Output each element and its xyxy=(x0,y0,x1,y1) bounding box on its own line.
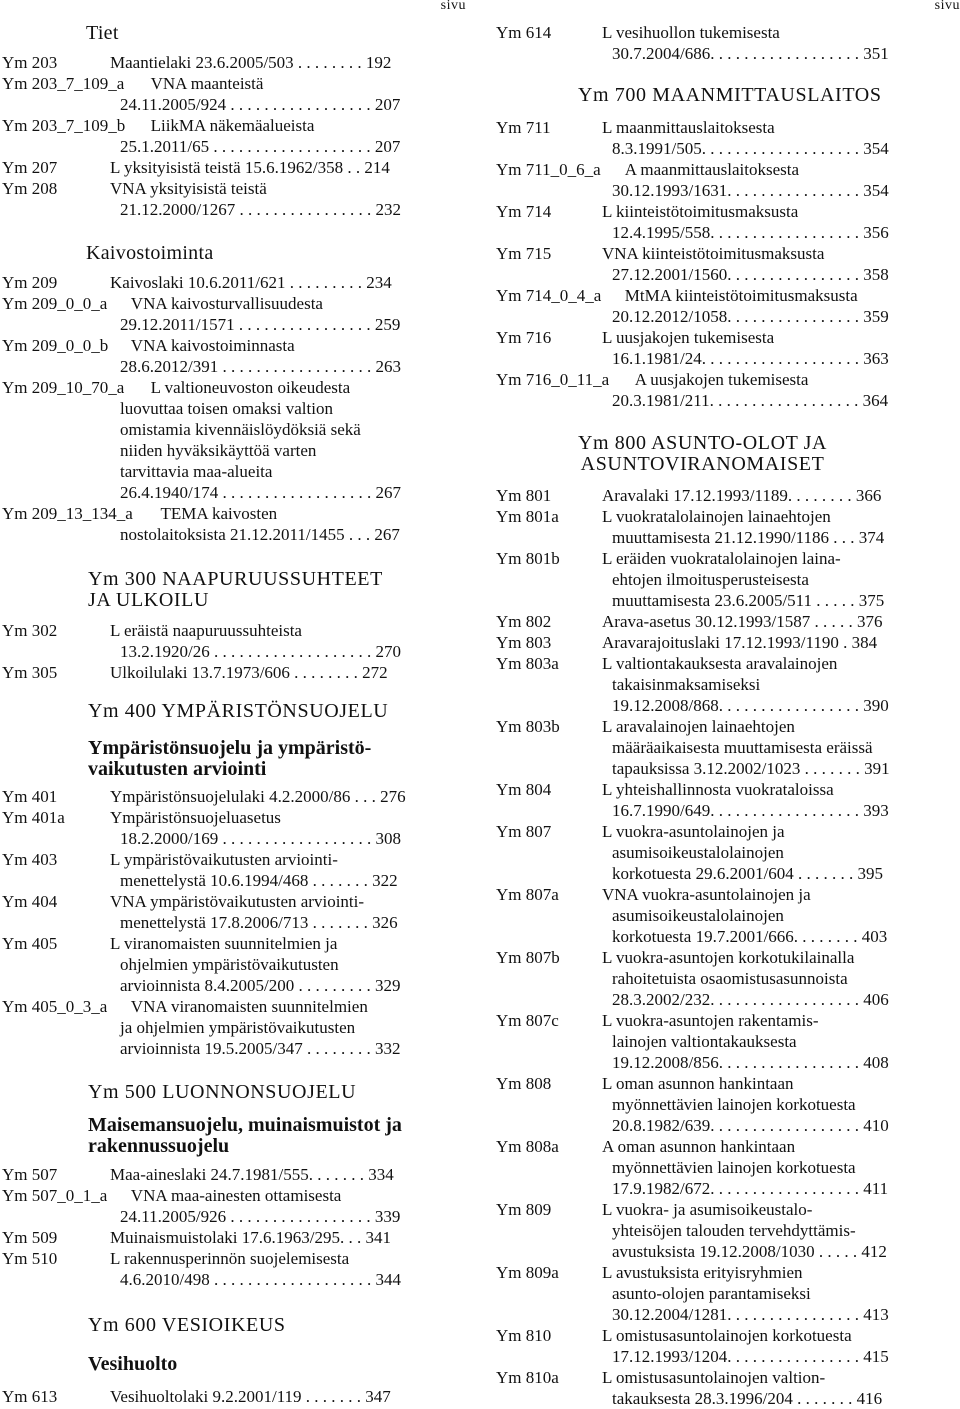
entry-text-line: L oman asunnon hankintaan xyxy=(602,1074,794,1093)
entry-text-line: 16.1.1981/24. . . . . . . . . . . . . . . . . . . 363 xyxy=(612,349,889,368)
entry-text-line: 26.4.1940/174 . . . . . . . . . . . . . . . . . . 267 xyxy=(120,483,401,502)
entry-code: Ym 401a xyxy=(2,808,65,827)
entry-text-line: VNA kaivostoiminnasta xyxy=(130,336,295,355)
entry-text-line: asunto-olojen parantamiseksi xyxy=(612,1284,811,1303)
entry-text-line: 24.11.2005/924 . . . . . . . . . . . . . . . . . 207 xyxy=(120,95,401,114)
entry-text-line: L eräiden vuokratalolainojen laina- xyxy=(602,549,841,568)
section-heading-700: Ym 700 MAANMITTAUSLAITOS xyxy=(578,84,882,106)
entry-code: Ym 807b xyxy=(496,948,560,967)
entry-text-line: VNA yksityisistä teistä xyxy=(110,179,267,198)
entry-code: Ym 810 xyxy=(496,1326,552,1345)
entry-text-line: VNA maa-ainesten ottamisesta xyxy=(130,1186,342,1205)
entry-code: Ym 209_13_134_a xyxy=(2,504,133,523)
entry-text-line: VNA ympäristövaikutusten arviointi- xyxy=(110,892,365,911)
entry-code: Ym 801b xyxy=(496,549,560,568)
entry-text-line: 17.9.1982/672. . . . . . . . . . . . . . . . . . 411 xyxy=(612,1179,889,1198)
entry-code: Ym 803b xyxy=(496,717,560,736)
entry-code: Ym 209_10_70_a xyxy=(2,378,125,397)
entry-text-line: L ympäristövaikutusten arviointi- xyxy=(110,850,338,869)
entry-code: Ym 305 xyxy=(2,663,58,682)
entry-text-line: menettelystä 10.6.1994/468 . . . . . . . 322 xyxy=(120,871,398,890)
section-heading-800 xyxy=(578,433,827,475)
heading-line: rakennussuojelu xyxy=(88,1135,230,1157)
entry-text-line: 28.3.2002/232. . . . . . . . . . . . . . . . . . 406 xyxy=(612,990,889,1009)
entry-code: Ym 203 xyxy=(2,53,58,72)
entry-text-line: niiden hyväksikäyttöä varten xyxy=(120,441,317,460)
entry-text-line: VNA viranomaisten suunnitelmien xyxy=(130,997,368,1016)
heading-line: Ym 800 ASUNTO-OLOT JA xyxy=(578,432,828,454)
entry-text-line: L rakennusperinnön suojelemisesta xyxy=(110,1249,350,1268)
entry-code: Ym 715 xyxy=(496,244,552,263)
entry-text-line: L vuokra-asuntojen korkotukilainalla xyxy=(602,948,855,967)
entry-code: Ym 405_0_3_a xyxy=(2,997,108,1016)
entry-text-line: L vuokra- ja asumisoikeustalo- xyxy=(602,1200,813,1219)
entry-code: Ym 804 xyxy=(496,780,552,799)
entry-text-line: L yhteishallinnosta vuokrataloissa xyxy=(602,780,834,799)
entry-text-line: 12.4.1995/558. . . . . . . . . . . . . . . . . . 356 xyxy=(612,223,889,242)
entry-code: Ym 802 xyxy=(496,612,552,631)
heading-line: Maisemansuojelu, muinaismuistot ja xyxy=(88,1114,402,1136)
entry-code: Ym 613 xyxy=(2,1387,58,1406)
entry-code: Ym 403 xyxy=(2,850,58,869)
entry-text-line: 30.12.2004/1281. . . . . . . . . . . . . . . . 413 xyxy=(612,1305,889,1324)
subsection-heading-maisemansuojelu xyxy=(88,1115,402,1157)
entry-text-line: arvioinnista 8.4.2005/200 . . . . . . . . . 329 xyxy=(120,976,401,995)
entry-text-line: Maantielaki 23.6.2005/503 . . . . . . . . 192 xyxy=(110,53,392,72)
entry-text-line: 24.11.2005/926 . . . . . . . . . . . . . . . . . 339 xyxy=(120,1207,401,1226)
entry-text-line: yhteisöjen talouden tervehdyttämis- xyxy=(612,1221,856,1240)
entry-text-line: myönnettävien lainojen korkotuesta xyxy=(612,1095,856,1114)
entry-text-line: L uusjakojen tukemisesta xyxy=(602,328,775,347)
entry-text-line: 19.12.2008/856. . . . . . . . . . . . . . . . . 408 xyxy=(612,1053,889,1072)
entry-text-line: Ulkoilulaki 13.7.1973/606 . . . . . . . . 272 xyxy=(110,663,388,682)
entry-code: Ym 507 xyxy=(2,1165,58,1184)
entry-code: Ym 405 xyxy=(2,934,58,953)
page-column-header: sivu xyxy=(934,0,960,13)
entry-code: Ym 803 xyxy=(496,633,552,652)
entry-code: Ym 714_0_4_a xyxy=(496,286,602,305)
entry-text-line: L omistusasuntolainojen korkotuesta xyxy=(602,1326,852,1345)
entry-text-line: Arava-asetus 30.12.1993/1587 . . . . . 376 xyxy=(602,612,883,631)
entry-code: Ym 507_0_1_a xyxy=(2,1186,108,1205)
entry-text-line: L yksityisistä teistä 15.6.1962/358 . . 214 xyxy=(110,158,390,177)
entry-text-line: 29.12.2011/1571 . . . . . . . . . . . . . . . . 259 xyxy=(120,315,401,334)
entry-text-line: luovuttaa toisen omaksi valtion xyxy=(120,399,333,418)
entry-text-line: ja ohjelmien ympäristövaikutusten xyxy=(120,1018,356,1037)
entry-text-line: LiikMA näkemäalueista xyxy=(150,116,315,135)
entry-text-line: 17.12.1993/1204. . . . . . . . . . . . . . . . 415 xyxy=(612,1347,889,1366)
entry-text-line: L aravalainojen lainaehtojen xyxy=(602,717,795,736)
heading-line: JA ULKOILU xyxy=(88,589,209,611)
entry-text-line: A uusjakojen tukemisesta xyxy=(634,370,809,389)
entry-text-line: menettelystä 17.8.2006/713 . . . . . . . 326 xyxy=(120,913,398,932)
entry-code: Ym 302 xyxy=(2,621,58,640)
entry-text-line: L avustuksista erityisryhmien xyxy=(602,1263,803,1282)
entry-text-line: 4.6.2010/498 . . . . . . . . . . . . . . . . . . . 344 xyxy=(120,1270,401,1289)
subsection-heading-ymparistonsuojelu xyxy=(88,738,371,780)
page-column-header: sivu xyxy=(440,0,466,13)
entry-text-line: takaisinmaksamiseksi xyxy=(612,675,761,694)
entry-text-line: takauksesta 28.3.1996/204 . . . . . . . 416 xyxy=(612,1389,883,1408)
entry-code: Ym 810a xyxy=(496,1368,559,1387)
entry-text-line: muuttamisesta 21.12.1990/1186 . . . 374 xyxy=(612,528,885,547)
entry-text-line: 27.12.2001/1560. . . . . . . . . . . . . . . . 358 xyxy=(612,265,889,284)
heading-line: Ympäristönsuojelu ja ympäristö- xyxy=(88,737,372,759)
entry-text-line: 16.7.1990/649. . . . . . . . . . . . . . . . . . 393 xyxy=(612,801,889,820)
entry-text-line: asumisoikeustalolainojen xyxy=(612,906,784,925)
entry-text-line: L vuokratalolainojen lainaehtojen xyxy=(602,507,831,526)
entry-text-line: 30.7.2004/686. . . . . . . . . . . . . . . . . . 351 xyxy=(612,44,889,63)
entry-text-line: L vuokra-asuntojen rakentamis- xyxy=(602,1011,819,1030)
entry-text-line: 20.8.1982/639. . . . . . . . . . . . . . . . . . 410 xyxy=(612,1116,889,1135)
section-heading-tiet: Tiet xyxy=(86,22,119,44)
entry-code: Ym 807a xyxy=(496,885,559,904)
entry-text-line: korkotuesta 29.6.2001/604 . . . . . . . 395 xyxy=(612,864,884,883)
entry-text-line: 30.12.1993/1631. . . . . . . . . . . . . . . . 354 xyxy=(612,181,889,200)
entry-text-line: L valtioneuvoston oikeudesta xyxy=(150,378,351,397)
entry-code: Ym 208 xyxy=(2,179,58,198)
entry-text-line: nostolaitoksista 21.12.2011/1455 . . . 267 xyxy=(120,525,400,544)
entry-code: Ym 807c xyxy=(496,1011,559,1030)
entry-code: Ym 510 xyxy=(2,1249,58,1268)
entry-text-line: MtMA kiinteistötoimitusmaksusta xyxy=(624,286,858,305)
entry-text-line: L kiinteistötoimitusmaksusta xyxy=(602,202,799,221)
entry-text-line: Aravalaki 17.12.1993/1189. . . . . . . . 366 xyxy=(602,486,882,505)
entry-code: Ym 803a xyxy=(496,654,559,673)
entry-text-line: TEMA kaivosten xyxy=(160,504,278,523)
entry-text-line: Kaivoslaki 10.6.2011/621 . . . . . . . . . 234 xyxy=(110,273,392,292)
entry-text-line: VNA kiinteistötoimitusmaksusta xyxy=(602,244,825,263)
entry-text-line: 13.2.1920/26 . . . . . . . . . . . . . . . . . . . 270 xyxy=(120,642,401,661)
entry-code: Ym 711 xyxy=(496,118,551,137)
entry-code: Ym 714 xyxy=(496,202,552,221)
entry-code: Ym 209 xyxy=(2,273,58,292)
entry-text-line: Aravarajoituslaki 17.12.1993/1190 . 384 xyxy=(602,633,878,652)
entry-text-line: 20.12.2012/1058. . . . . . . . . . . . . . . . 359 xyxy=(612,307,889,326)
entry-text-line: ohjelmien ympäristövaikutusten xyxy=(120,955,339,974)
entry-code: Ym 509 xyxy=(2,1228,58,1247)
entry-code: Ym 404 xyxy=(2,892,58,911)
entry-text-line: avustuksista 19.12.2008/1030 . . . . . 412 xyxy=(612,1242,887,1261)
section-heading-kaivostoiminta: Kaivostoiminta xyxy=(86,242,214,264)
entry-text-line: 21.12.2000/1267 . . . . . . . . . . . . . . . . 232 xyxy=(120,200,401,219)
entry-text-line: asumisoikeustalolainojen xyxy=(612,843,784,862)
entry-text-line: L maanmittauslaitoksesta xyxy=(602,118,775,137)
entry-text-line: L viranomaisten suunnitelmien ja xyxy=(110,934,338,953)
entry-text-line: tapauksissa 3.12.2002/1023 . . . . . . . 391 xyxy=(612,759,890,778)
entry-code: Ym 807 xyxy=(496,822,552,841)
entry-text-line: VNA kaivosturvallisuudesta xyxy=(130,294,323,313)
entry-code: Ym 801 xyxy=(496,486,552,505)
entry-text-line: L eräistä naapuruussuhteista xyxy=(110,621,302,640)
entry-text-line: L vesihuollon tukemisesta xyxy=(602,23,780,42)
section-heading-400: Ym 400 YMPÄRISTÖNSUOJELU xyxy=(88,700,389,722)
subsection-heading-vesihuolto: Vesihuolto xyxy=(88,1353,178,1375)
entry-text-line: määräaikaisesta muuttamisesta eräissä xyxy=(612,738,873,757)
entry-text-line: myönnettävien lainojen korkotuesta xyxy=(612,1158,856,1177)
entry-text-line: VNA maanteistä xyxy=(150,74,264,93)
entry-code: Ym 809a xyxy=(496,1263,559,1282)
entry-text-line: 20.3.1981/211. . . . . . . . . . . . . . . . . . 364 xyxy=(612,391,889,410)
entry-text-line: tarvittavia maa-alueita xyxy=(120,462,273,481)
section-heading-500: Ym 500 LUONNONSUOJELU xyxy=(88,1081,357,1103)
entry-code: Ym 716_0_11_a xyxy=(496,370,610,389)
entry-text-line: 28.6.2012/391 . . . . . . . . . . . . . . . . . . 263 xyxy=(120,357,401,376)
entry-text-line: 19.12.2008/868. . . . . . . . . . . . . . . . . 390 xyxy=(612,696,889,715)
entry-text-line: A maanmittauslaitoksesta xyxy=(624,160,800,179)
entry-text-line: rahoitetuista osaomistusasunnoista xyxy=(612,969,848,988)
entry-text-line: Vesihuoltolaki 9.2.2001/119 . . . . . . . 347 xyxy=(110,1387,391,1406)
entry-text-line: omistamia kivennäislöydöksiä sekä xyxy=(120,420,361,439)
heading-line: ASUNTOVIRANOMAISET xyxy=(580,453,825,475)
entry-text-line: arvioinnista 19.5.2005/347 . . . . . . . . 332 xyxy=(120,1039,401,1058)
entry-code: Ym 808 xyxy=(496,1074,552,1093)
heading-line: vaikutusten arviointi xyxy=(88,758,267,780)
entry-text-line: Ympäristönsuojeluasetus xyxy=(110,808,281,827)
entry-text-line: muuttamisesta 23.6.2005/511 . . . . . 375 xyxy=(612,591,885,610)
entry-code: Ym 209_0_0_a xyxy=(2,294,108,313)
entry-code: Ym 808a xyxy=(496,1137,559,1156)
entry-code: Ym 809 xyxy=(496,1200,552,1219)
entry-text-line: L vuokra-asuntolainojen ja xyxy=(602,822,785,841)
entry-text-line: 8.3.1991/505. . . . . . . . . . . . . . . . . . . 354 xyxy=(612,139,889,158)
section-heading-300 xyxy=(88,569,383,611)
entry-text-line: ehtojen ilmoitusperusteisesta xyxy=(612,570,809,589)
entry-text-line: L omistusasuntolainojen valtion- xyxy=(602,1368,826,1387)
entry-text-line: Maa-aineslaki 24.7.1981/555. . . . . . . 334 xyxy=(110,1165,394,1184)
entry-text-line: 25.1.2011/65 . . . . . . . . . . . . . . . . . . . 207 xyxy=(120,137,401,156)
entry-text-line: Ympäristönsuojelulaki 4.2.2000/86 . . . 276 xyxy=(110,787,406,806)
entry-text-line: lainojen valtiontakauksesta xyxy=(612,1032,797,1051)
entry-code: Ym 614 xyxy=(496,23,552,42)
entry-text-line: A oman asunnon hankintaan xyxy=(602,1137,796,1156)
heading-line: Ym 300 NAAPURUUSSUHTEET xyxy=(88,568,383,590)
entry-code: Ym 209_0_0_b xyxy=(2,336,109,355)
entry-code: Ym 207 xyxy=(2,158,58,177)
entry-text-line: L valtiontakauksesta aravalainojen xyxy=(602,654,838,673)
entry-code: Ym 401 xyxy=(2,787,58,806)
entry-code: Ym 801a xyxy=(496,507,559,526)
entry-code: Ym 203_7_109_a xyxy=(2,74,125,93)
entry-code: Ym 203_7_109_b xyxy=(2,116,126,135)
entry-text-line: Muinaismuistolaki 17.6.1963/295. . . 341 xyxy=(110,1228,391,1247)
entry-text-line: VNA vuokra-asuntolainojen ja xyxy=(602,885,811,904)
section-heading-600: Ym 600 VESIOIKEUS xyxy=(88,1314,286,1336)
entry-text-line: korkotuesta 19.7.2001/666. . . . . . . . 403 xyxy=(612,927,888,946)
entry-code: Ym 711_0_6_a xyxy=(496,160,601,179)
entry-code: Ym 716 xyxy=(496,328,552,347)
entry-text-line: 18.2.2000/169 . . . . . . . . . . . . . . . . . . 308 xyxy=(120,829,401,848)
